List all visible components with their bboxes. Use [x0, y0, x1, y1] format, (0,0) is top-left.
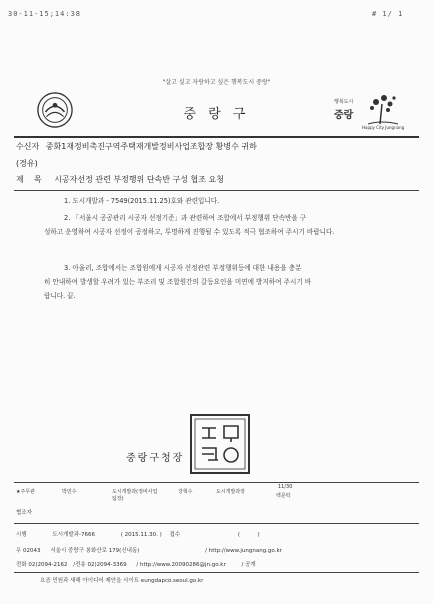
fax-header-left: 30-11-15;14:38 — [8, 10, 82, 18]
body-paragraph-3-line-1: 3. 아울러, 조합에서는 조합원에게 시공자 선정관련 부정행위등에 대한 내용을 충분 — [64, 264, 302, 272]
body-paragraph-3-line-3: 랍니다. 끝. — [44, 292, 76, 300]
subject-label: 제 목 — [16, 175, 42, 184]
drafter-name: 박민수 — [62, 489, 77, 495]
recipient-line — [16, 141, 257, 152]
subject-divider — [14, 190, 419, 191]
fax-header-page: # 1/ 1 — [372, 10, 404, 18]
enforcement-doc-no: 도시개발과-7666 — [52, 532, 95, 538]
enforcement-line — [16, 530, 260, 538]
body-paragraph-1: 1. 도시개발과 - 7549(2015.11.25)호와 관련입니다. — [64, 197, 220, 205]
enforcement-date: ( 2015.11.30. ) — [120, 532, 162, 538]
drafter-mark: ★주무관 — [16, 489, 35, 495]
contact-line — [16, 560, 256, 568]
header-divider — [14, 136, 419, 138]
subject-line — [16, 174, 224, 185]
receipt-number: ( ) — [237, 532, 260, 538]
phone-number: 전화 02)2094-2162 — [16, 562, 68, 568]
body-paragraph-3-line-2: 히 안내하여 발생할 우려가 있는 부조리 및 조합원간의 갈등요인을 미연에 방지하여 주시기 바 — [44, 278, 312, 286]
happy-city-logo — [332, 90, 410, 132]
reviewer-title: 도시개발과(정비사업팀장) — [112, 489, 158, 502]
address-line — [16, 546, 282, 554]
organization-title: 중 랑 구 — [183, 107, 250, 122]
via-line: (경유) — [16, 159, 38, 168]
footnote: 요즘 민원과 새해 아이디어 제안을 사이트 eungdapco.seoul.go.kr — [40, 578, 204, 584]
body-paragraph-2-line-1: 2. 「서울시 공공관리 시공자 선정기준」과 관련하여 조합에서 부정행위 단속반을 구 — [64, 214, 307, 222]
email-address[interactable]: / http://www.20090286@jn.go.kr — [136, 562, 226, 568]
footer-divider — [14, 572, 419, 573]
enforcement-divider — [14, 523, 419, 524]
logo-name-mark: 중랑 — [334, 110, 354, 121]
recipient-value: 중화1재정비촉진구역주택재개발정비사업조합장 황병수 귀하 — [45, 142, 257, 151]
approval-date: 11/30 — [278, 484, 293, 490]
sender-name: 중랑구청장 — [126, 453, 185, 464]
disclosure-status: / 공개 — [241, 562, 256, 568]
body-paragraph-2-line-2: 성하고 운영하여 시공자 선정이 공정하고, 투명하게 진행될 수 있도록 적극 협조하여 주시기 바랍니다. — [44, 228, 335, 236]
recipient-label: 수신자 — [16, 142, 40, 151]
postal-code: 우 02043 — [16, 548, 41, 554]
logo-tagline-top: 행복도시 — [334, 99, 354, 105]
official-seal-icon — [188, 412, 252, 476]
slogan: "살고 싶고 자랑하고 싶은 행복도시 중랑" — [162, 79, 271, 86]
subject-value: 시공자선정 관련 부정행위 단속반 구성 협조 요청 — [54, 175, 225, 184]
enforcement-label: 시행 — [16, 532, 27, 538]
approver-title: 도시개발과장 — [216, 489, 245, 495]
reviewer-name: 강혁수 — [178, 489, 193, 495]
receipt-label: 접수 — [169, 532, 181, 538]
website-link[interactable]: / http://www.jungnang.go.kr — [205, 548, 282, 554]
approval-mark: 백문락 — [276, 493, 291, 499]
street-address: 서울시 중랑구 봉화산로 179(신내동) — [50, 548, 140, 554]
cooperators-label: 협조자 — [16, 510, 32, 516]
signature-divider — [14, 482, 419, 483]
logo-tagline-bottom: Happy City Jungnang — [362, 125, 405, 130]
fax-number: /전송 02)2094-3369 — [73, 562, 127, 568]
